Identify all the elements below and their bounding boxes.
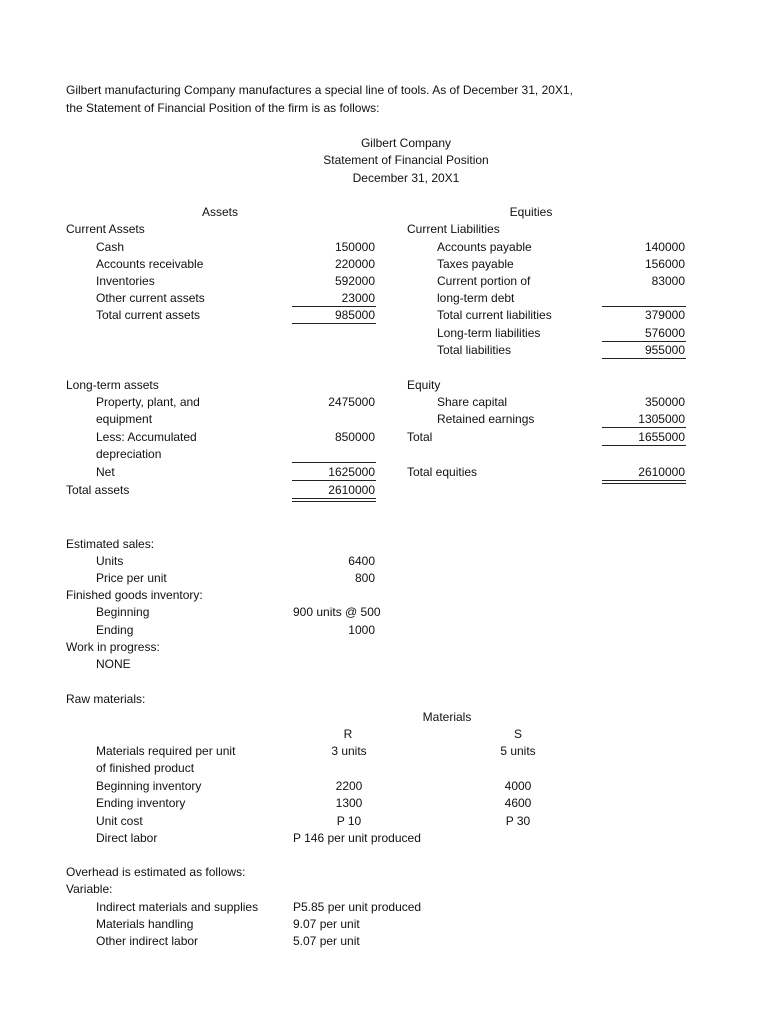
overhead-item-label: Materials handling bbox=[96, 917, 194, 931]
beg-inv-label: Beginning inventory bbox=[96, 779, 202, 793]
statement-date: December 31, 20X1 bbox=[352, 171, 460, 185]
net-value: 1625000 bbox=[328, 465, 375, 479]
overhead-label: Overhead is estimated as follows: bbox=[66, 865, 246, 879]
total-liabilities-label: Total liabilities bbox=[437, 343, 512, 357]
underline bbox=[602, 445, 686, 446]
double-underline bbox=[602, 480, 686, 484]
underline bbox=[292, 480, 376, 481]
units-label: Units bbox=[96, 554, 124, 568]
underline bbox=[292, 323, 376, 324]
current-liabilities-label: Current Liabilities bbox=[407, 222, 500, 236]
ppe-value: 2475000 bbox=[328, 395, 375, 409]
material-s-header: S bbox=[513, 727, 522, 741]
total-current-assets-label: Total current assets bbox=[96, 308, 201, 322]
current-assets-label: Current Assets bbox=[66, 222, 145, 236]
underline bbox=[602, 306, 686, 307]
end-inv-r-value: 1300 bbox=[335, 796, 363, 810]
total-current-assets-value: 985000 bbox=[334, 308, 375, 322]
price-label: Price per unit bbox=[96, 571, 167, 585]
total-equities-label: Total equities bbox=[407, 465, 478, 479]
variable-label: Variable: bbox=[66, 882, 113, 896]
unit-cost-s-value: P 30 bbox=[505, 814, 531, 828]
inventories-value: 592000 bbox=[334, 274, 375, 288]
cash-label: Cash bbox=[96, 240, 125, 254]
total-equities-value: 2610000 bbox=[638, 465, 685, 479]
overhead-item-value: 5.07 per unit bbox=[293, 934, 360, 948]
req-label-1: Materials required per unit bbox=[96, 744, 236, 758]
total-liabilities-value: 955000 bbox=[644, 343, 685, 357]
beg-inv-r-value: 2200 bbox=[335, 779, 363, 793]
price-value: 800 bbox=[354, 571, 375, 585]
fg-ending-value: 1000 bbox=[348, 623, 375, 637]
company-name: Gilbert Company bbox=[360, 136, 452, 150]
ar-value: 220000 bbox=[334, 257, 375, 271]
accum-dep-label-2: depreciation bbox=[96, 447, 162, 461]
overhead-item-value: P5.85 per unit produced bbox=[293, 900, 422, 914]
cpltd-label-1: Current portion of bbox=[437, 274, 531, 288]
fg-beginning-value: 900 units @ 500 bbox=[293, 605, 381, 619]
fg-ending-label: Ending bbox=[96, 623, 134, 637]
unit-cost-r-value: P 10 bbox=[336, 814, 362, 828]
fg-beginning-label: Beginning bbox=[96, 605, 150, 619]
cash-value: 150000 bbox=[334, 240, 375, 254]
underline bbox=[602, 427, 686, 428]
estimated-sales-label: Estimated sales: bbox=[66, 537, 155, 551]
req-s-value: 5 units bbox=[500, 744, 536, 758]
overhead-item-label: Other indirect labor bbox=[96, 934, 199, 948]
direct-labor-label: Direct labor bbox=[96, 831, 158, 845]
inventories-label: Inventories bbox=[96, 274, 155, 288]
wip-label: Work in progress: bbox=[66, 640, 160, 654]
double-underline bbox=[292, 498, 376, 502]
statement-title: Statement of Financial Position bbox=[323, 153, 489, 167]
assets-heading: Assets bbox=[201, 205, 238, 219]
cpltd-value: 83000 bbox=[651, 274, 685, 288]
other-current-value: 23000 bbox=[341, 291, 375, 305]
wip-value: NONE bbox=[96, 657, 131, 671]
total-assets-value: 2610000 bbox=[328, 483, 375, 497]
fg-inventory-label: Finished goods inventory: bbox=[66, 588, 203, 602]
total-current-liabilities-value: 379000 bbox=[644, 308, 685, 322]
equity-label: Equity bbox=[407, 378, 441, 392]
ppe-label-2: equipment bbox=[96, 412, 153, 426]
ap-value: 140000 bbox=[644, 240, 685, 254]
net-label: Net bbox=[96, 465, 115, 479]
beg-inv-s-value: 4000 bbox=[504, 779, 532, 793]
retained-earnings-label: Retained earnings bbox=[437, 412, 535, 426]
retained-earnings-value: 1305000 bbox=[638, 412, 685, 426]
longterm-assets-label: Long-term assets bbox=[66, 378, 159, 392]
material-r-header: R bbox=[343, 727, 353, 741]
share-capital-value: 350000 bbox=[644, 395, 685, 409]
ar-label: Accounts receivable bbox=[96, 257, 204, 271]
units-value: 6400 bbox=[348, 554, 375, 568]
ltl-value: 576000 bbox=[644, 326, 685, 340]
other-current-label: Other current assets bbox=[96, 291, 205, 305]
intro-line-1: Gilbert manufacturing Company manufactures a special line of tools. As of December 31, 20X1, bbox=[66, 83, 573, 97]
underline bbox=[292, 462, 376, 463]
end-inv-s-value: 4600 bbox=[504, 796, 532, 810]
intro-line-2: the Statement of Financial Position of the firm is as follows: bbox=[66, 101, 380, 115]
underline bbox=[602, 358, 686, 359]
equities-heading: Equities bbox=[509, 205, 553, 219]
overhead-item-value: 9.07 per unit bbox=[293, 917, 360, 931]
req-label-2: of finished product bbox=[96, 761, 195, 775]
total-assets-label: Total assets bbox=[66, 483, 130, 497]
taxes-label: Taxes payable bbox=[437, 257, 514, 271]
cpltd-label-2: long-term debt bbox=[437, 291, 515, 305]
taxes-value: 156000 bbox=[644, 257, 685, 271]
overhead-item-label: Indirect materials and supplies bbox=[96, 900, 259, 914]
accum-dep-value: 850000 bbox=[334, 430, 375, 444]
raw-materials-label: Raw materials: bbox=[66, 692, 146, 706]
direct-labor-value: P 146 per unit produced bbox=[293, 831, 421, 845]
unit-cost-label: Unit cost bbox=[96, 814, 143, 828]
share-capital-label: Share capital bbox=[437, 395, 508, 409]
accum-dep-label-1: Less: Accumulated bbox=[96, 430, 197, 444]
underline bbox=[292, 306, 376, 307]
total-equity-label: Total bbox=[407, 430, 433, 444]
total-equity-value: 1655000 bbox=[638, 430, 685, 444]
underline bbox=[602, 341, 686, 342]
total-current-liabilities-label: Total current liabilities bbox=[437, 308, 552, 322]
ppe-label-1: Property, plant, and bbox=[96, 395, 200, 409]
ap-label: Accounts payable bbox=[437, 240, 532, 254]
materials-header: Materials bbox=[422, 710, 472, 724]
end-inv-label: Ending inventory bbox=[96, 796, 186, 810]
ltl-label: Long-term liabilities bbox=[437, 326, 541, 340]
req-r-value: 3 units bbox=[331, 744, 367, 758]
